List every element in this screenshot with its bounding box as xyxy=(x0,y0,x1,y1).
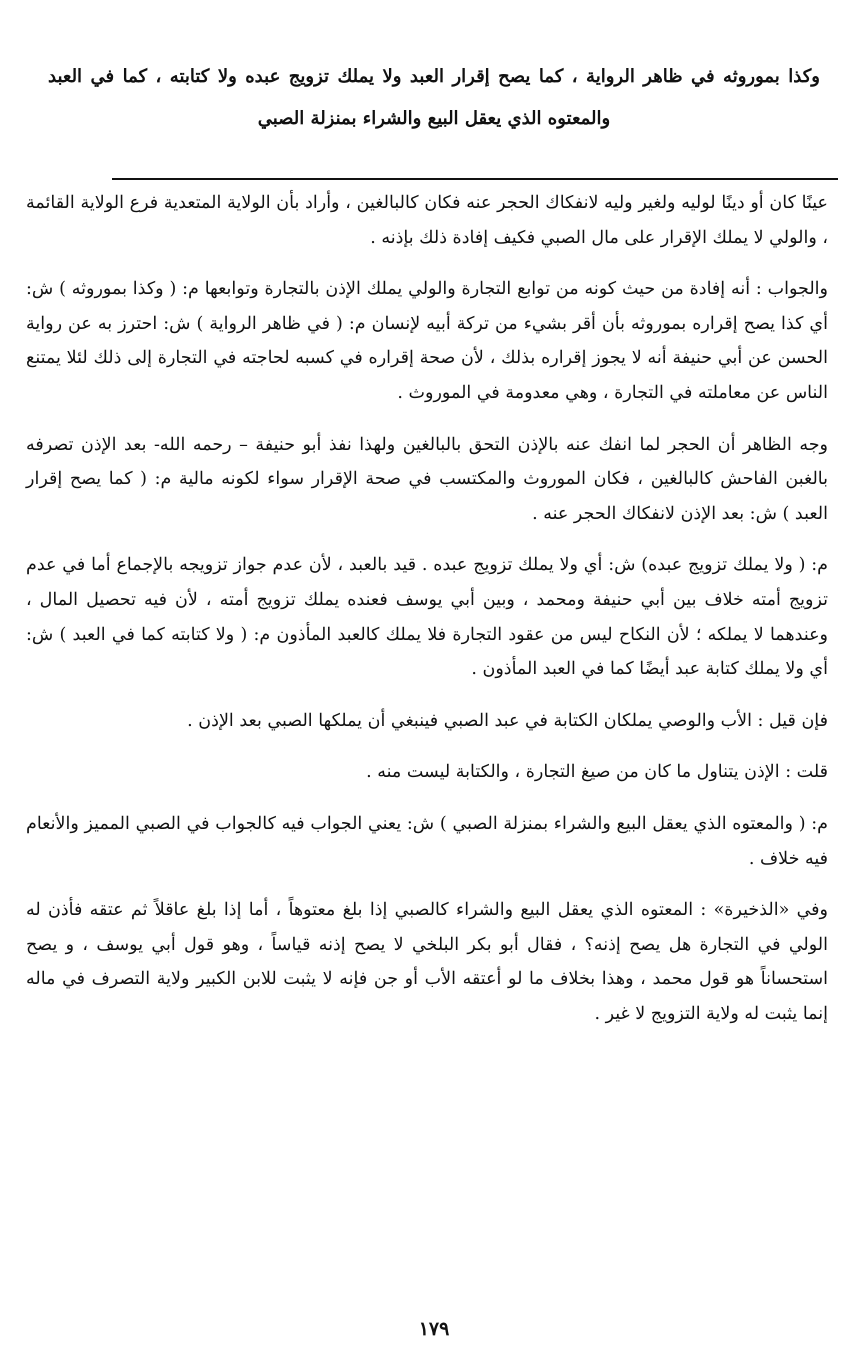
commentary-body xyxy=(26,186,828,1031)
page-number: ١٧٩ xyxy=(418,1318,450,1340)
commentary-paragraph: عينًا كان أو دينًا لوليه ولغير وليه لانفكاك الحجر عنه فكان كالبالغين ، وأراد بأن الولاية المتعدية فرع الولاية القائمة ، والولي لا يملك الإقرار على مال الصبي فكيف إفادة ذلك بإذنه . xyxy=(26,193,828,248)
commentary-paragraph: م: ( ولا يملك تزويج عبده) ش: أي ولا يملك تزويج عبده . قيد بالعبد ، لأن عدم جواز تزويجه بالإجماع أما في عدم تزويج أمته خلاف بين أبي حنيفة ومحمد ، وبين أبي يوسف فعنده يملك تزويج أمته ، لأن فيه تحصيل المال ، وعندهما لا يملكه ؛ لأن النكاح ليس من عقود التجارة فلا يملك كالعبد المأذون م: ( ولا كتابته كما في العبد ) ش: أي ولا يملك كتابة عبد أيضًا كما في العبد المأذون . xyxy=(26,555,828,680)
commentary-paragraph: والجواب : أنه إفادة من حيث كونه من توابع التجارة والولي يملك الإذن بالتجارة وتوابعها م: ( وكذا بموروثه ) ش: أي كذا يصح إقراره بموروثه بأن أقر بشيء من تركة أبيه لإنسان م: ( في ظاهر الرواية ) ش: احترز به عن رواية الحسن عن أبي حنيفة أنه لا يجوز إقراره بذلك ، لأن صحة إقراره في كسبه لحاجته في التجارة إلى ذلك لئلا يمتنع الناس عن معاملته في التجارة ، وهي معدومة في الموروث . xyxy=(26,279,828,403)
commentary-paragraph: وفي «الذخيرة» : المعتوه الذي يعقل البيع والشراء كالصبي إذا بلغ معتوهاً ، أما إذا بلغ عاقلاً ثم عتقه فأذن له الولي في التجارة هل يصح إذنه؟ ، فقال أبو بكر البلخي لا يصح إذنه قياساً ، وهو قول أبي يوسف ، و يصح استحساناً هو قول محمد ، وهذا بخلاف ما لو أعتقه الأب أو جن فإنه لا يثبت للابن الكبير ولاية التصرف في ماله إنما يثبت له ولاية التزويج لا غير . xyxy=(26,900,828,1024)
separator-line xyxy=(112,178,838,180)
commentary-paragraph: قلت : الإذن يتناول ما كان من صيغ التجارة ، والكتابة ليست منه . xyxy=(366,762,828,783)
commentary-paragraph: وجه الظاهر أن الحجر لما انفك عنه بالإذن التحق بالبالغين ولهذا نفذ أبو حنيفة – رحمه الله- بعد الإذن تصرفه بالغبن الفاحش كالبالغين ، فكان الموروث والمكتسب في صحة الإقرار سواء لكونه مالية م: ( كما يصح إقرار العبد ) ش: بعد الإذن لانفكاك الحجر عنه . xyxy=(26,434,828,524)
commentary-paragraph: م: ( والمعتوه الذي يعقل البيع والشراء بمنزلة الصبي ) ش: يعني الجواب فيه كالجواب في الصبي المميز والأنعام فيه خلاف . xyxy=(26,813,829,869)
matn-text: وكذا بموروثه في ظاهر الرواية ، كما يصح إقرار العبد ولا يملك تزويج عبده ولا كتابته ، كما في العبد والمعتوه الذي يعقل البيع والشراء بمنزلة الصبي xyxy=(48,66,820,129)
commentary-paragraph: فإن قيل : الأب والوصي يملكان الكتابة في عبد الصبي فينبغي أن يملكها الصبي بعد الإذن . xyxy=(187,710,828,731)
